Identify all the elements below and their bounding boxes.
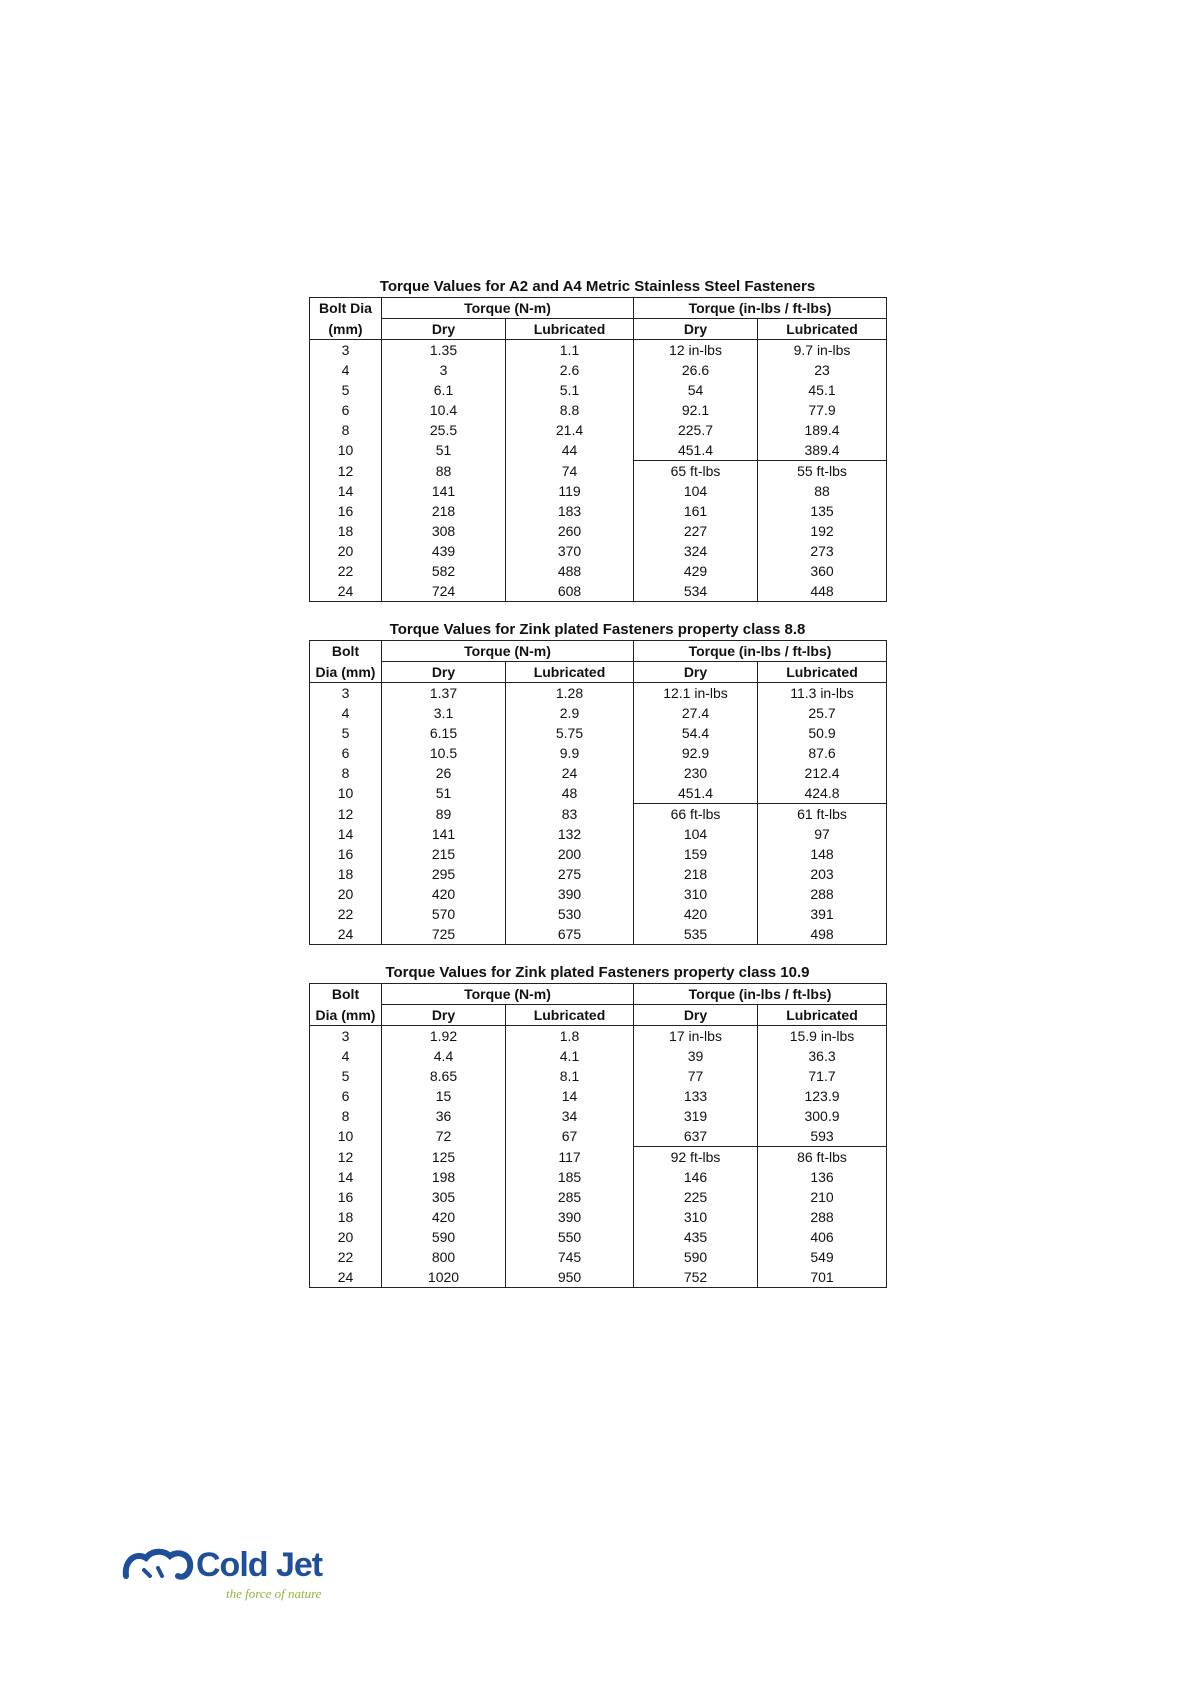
logo-tagline: the force of nature [226,1586,322,1601]
nm-dry-cell: 800 [382,1247,506,1267]
torque-lbs-header: Torque (in-lbs / ft-lbs) [634,984,887,1005]
lbs-dry-header: Dry [634,662,758,683]
nm-lubricated-cell: 285 [506,1187,634,1207]
nm-dry-cell: 6.15 [382,723,506,743]
table-row [310,420,887,440]
nm-dry-cell: 218 [382,501,506,521]
lbs-dry-cell: 66 ft-lbs [634,804,758,825]
lbs-dry-cell: 12 in-lbs [634,340,758,361]
nm-dry-cell: 8.65 [382,1066,506,1086]
nm-lubricated-cell: 2.6 [506,360,634,380]
lbs-dry-cell: 92 ft-lbs [634,1147,758,1168]
lbs-dry-cell: 227 [634,521,758,541]
table-row [310,380,887,400]
lbs-dry-cell: 535 [634,924,758,945]
table-row [310,683,887,704]
table-row [310,400,887,420]
nm-dry-header: Dry [382,319,506,340]
header-row-columns [310,1005,887,1026]
nm-dry-cell: 420 [382,1207,506,1227]
bolt-dia-cell: 8 [341,1108,350,1124]
bolt-dia-cell: 24 [337,583,354,599]
lbs-dry-header: Dry [634,1005,758,1026]
lbs-lubricated-cell: 300.9 [758,1106,887,1126]
bolt-dia-cell: 8 [341,422,350,438]
lbs-lubricated-cell: 87.6 [758,743,887,763]
table-row [310,904,887,924]
bolt-dia-cell: 16 [337,846,354,862]
table-row [310,521,887,541]
nm-lubricated-cell: 745 [506,1247,634,1267]
lbs-dry-cell: 310 [634,884,758,904]
bolt-dia-cell: 18 [337,523,354,539]
lbs-dry-cell: 133 [634,1086,758,1106]
nm-dry-cell: 4.4 [382,1046,506,1066]
table-row [310,440,887,461]
lbs-lubricated-header: Lubricated [758,1005,887,1026]
table-row [310,763,887,783]
lbs-dry-cell: 534 [634,581,758,602]
lbs-lubricated-cell: 71.7 [758,1066,887,1086]
bolt-dia-cell: 10 [337,1128,354,1145]
nm-dry-cell: 51 [382,440,506,461]
nm-dry-cell: 141 [382,824,506,844]
logo-name: Cold Jet [196,1546,323,1584]
nm-dry-cell: 1.92 [382,1026,506,1047]
lbs-lubricated-cell: 77.9 [758,400,887,420]
nm-lubricated-cell: 24 [506,763,634,783]
nm-lubricated-cell: 183 [506,501,634,521]
bolt-dia-cell: 3 [341,1028,350,1044]
nm-dry-cell: 590 [382,1227,506,1247]
nm-dry-cell: 36 [382,1106,506,1126]
lbs-lubricated-cell: 25.7 [758,703,887,723]
table-row [310,1026,887,1047]
lbs-dry-cell: 12.1 in-lbs [634,683,758,704]
lbs-dry-cell: 230 [634,763,758,783]
lbs-lubricated-cell: 203 [758,864,887,884]
nm-lubricated-cell: 4.1 [506,1046,634,1066]
lbs-lubricated-cell: 86 ft-lbs [758,1147,887,1168]
lbs-dry-cell: 65 ft-lbs [634,461,758,482]
bolt-unit-header: (mm) [310,319,382,340]
table-title: Torque Values for Zink plated Fasteners property class 8.8 [389,621,806,638]
lbs-lubricated-cell: 23 [758,360,887,380]
table-row [310,581,887,602]
logo-mark-icon [122,1542,194,1588]
lbs-lubricated-cell: 45.1 [758,380,887,400]
nm-lubricated-cell: 275 [506,864,634,884]
bolt-dia-cell: 5 [341,382,350,398]
lbs-dry-cell: 159 [634,844,758,864]
bolt-dia-cell: 24 [337,1269,354,1285]
bolt-dia-cell: 24 [337,926,354,942]
table-row [310,1086,887,1106]
table-row [310,481,887,501]
bolt-dia-cell: 5 [341,725,350,741]
lbs-lubricated-cell: 11.3 in-lbs [758,683,887,704]
table-row [310,703,887,723]
lbs-dry-cell: 218 [634,864,758,884]
torque-table-block [309,619,886,945]
nm-lubricated-cell: 14 [506,1086,634,1106]
lbs-dry-cell: 39 [634,1046,758,1066]
table-row [310,804,887,825]
bolt-dia-cell: 10 [337,785,354,802]
table-row [310,1267,887,1288]
bolt-dia-cell: 18 [337,866,354,882]
nm-lubricated-cell: 488 [506,561,634,581]
nm-lubricated-cell: 185 [506,1167,634,1187]
torque-table-block [309,276,886,602]
lbs-dry-cell: 435 [634,1227,758,1247]
bolt-dia-cell: 4 [341,1048,350,1064]
nm-lubricated-cell: 117 [506,1147,634,1168]
lbs-lubricated-cell: 135 [758,501,887,521]
nm-lubricated-cell: 21.4 [506,420,634,440]
nm-dry-cell: 570 [382,904,506,924]
table-row [310,501,887,521]
lbs-dry-cell: 324 [634,541,758,561]
lbs-lubricated-cell: 136 [758,1167,887,1187]
nm-dry-cell: 72 [382,1126,506,1147]
table-row [310,541,887,561]
lbs-dry-cell: 752 [634,1267,758,1288]
bolt-dia-cell: 4 [341,362,350,378]
torque-nm-header: Torque (N-m) [382,298,634,319]
lbs-dry-cell: 77 [634,1066,758,1086]
table-row [310,783,887,804]
bolt-unit-header: Dia (mm) [310,662,382,683]
nm-lubricated-cell: 390 [506,884,634,904]
nm-lubricated-header: Lubricated [506,319,634,340]
bolt-dia-header: Bolt [331,643,360,660]
nm-dry-header: Dry [382,662,506,683]
nm-lubricated-cell: 370 [506,541,634,561]
nm-dry-cell: 141 [382,481,506,501]
lbs-lubricated-cell: 61 ft-lbs [758,804,887,825]
nm-dry-cell: 10.4 [382,400,506,420]
bolt-dia-cell: 6 [341,1088,350,1104]
lbs-dry-cell: 104 [634,824,758,844]
lbs-lubricated-cell: 360 [758,561,887,581]
nm-lubricated-cell: 1.1 [506,340,634,361]
lbs-dry-cell: 54.4 [634,723,758,743]
lbs-lubricated-cell: 15.9 in-lbs [758,1026,887,1047]
lbs-lubricated-cell: 288 [758,884,887,904]
table-row [310,360,887,380]
bolt-dia-cell: 16 [337,503,354,519]
lbs-lubricated-cell: 389.4 [758,440,887,461]
lbs-dry-cell: 92.9 [634,743,758,763]
table-row [310,924,887,945]
lbs-lubricated-header: Lubricated [758,662,887,683]
lbs-dry-cell: 637 [634,1126,758,1147]
nm-dry-cell: 10.5 [382,743,506,763]
lbs-dry-cell: 310 [634,1207,758,1227]
nm-dry-cell: 26 [382,763,506,783]
lbs-lubricated-cell: 498 [758,924,887,945]
bolt-dia-cell: 22 [337,906,354,922]
bolt-dia-cell: 3 [341,342,350,358]
lbs-dry-cell: 17 in-lbs [634,1026,758,1047]
table-row [310,1247,887,1267]
lbs-dry-cell: 590 [634,1247,758,1267]
header-row-columns [310,319,887,340]
table-row [310,884,887,904]
nm-lubricated-cell: 67 [506,1126,634,1147]
lbs-lubricated-cell: 123.9 [758,1086,887,1106]
lbs-lubricated-cell: 148 [758,844,887,864]
table-row [310,1106,887,1126]
torque-nm-header: Torque (N-m) [382,641,634,662]
nm-dry-cell: 3 [382,360,506,380]
lbs-dry-cell: 27.4 [634,703,758,723]
bolt-dia-cell: 16 [337,1189,354,1205]
header-row-groups [310,641,887,662]
lbs-lubricated-cell: 97 [758,824,887,844]
table-title: Torque Values for A2 and A4 Metric Stainless Steel Fasteners [379,278,816,295]
lbs-lubricated-cell: 212.4 [758,763,887,783]
header-row-groups [310,298,887,319]
nm-dry-cell: 89 [382,804,506,825]
table-title: Torque Values for Zink plated Fasteners property class 10.9 [385,964,810,981]
bolt-dia-cell: 20 [337,1229,354,1245]
torque-table-block [309,962,886,1288]
nm-lubricated-cell: 48 [506,783,634,804]
bolt-dia-cell: 12 [337,462,354,479]
bolt-dia-header: Bolt [331,986,360,1003]
table-row [310,723,887,743]
nm-dry-cell: 582 [382,561,506,581]
lbs-dry-cell: 161 [634,501,758,521]
nm-dry-cell: 439 [382,541,506,561]
nm-dry-cell: 420 [382,884,506,904]
bolt-dia-cell: 22 [337,563,354,579]
table-row [310,824,887,844]
nm-lubricated-cell: 74 [506,461,634,482]
lbs-lubricated-cell: 50.9 [758,723,887,743]
nm-dry-cell: 308 [382,521,506,541]
nm-lubricated-cell: 9.9 [506,743,634,763]
nm-dry-cell: 725 [382,924,506,945]
nm-lubricated-cell: 8.8 [506,400,634,420]
nm-lubricated-cell: 260 [506,521,634,541]
bolt-dia-cell: 18 [337,1209,354,1225]
lbs-lubricated-cell: 288 [758,1207,887,1227]
table-row [310,743,887,763]
torque-table [309,983,887,1288]
lbs-lubricated-header: Lubricated [758,319,887,340]
table-row [310,561,887,581]
lbs-lubricated-cell: 549 [758,1247,887,1267]
table-row [310,1147,887,1168]
nm-lubricated-cell: 1.28 [506,683,634,704]
lbs-lubricated-cell: 9.7 in-lbs [758,340,887,361]
lbs-dry-header: Dry [634,319,758,340]
table-row [310,1046,887,1066]
bolt-dia-cell: 22 [337,1249,354,1265]
lbs-lubricated-cell: 593 [758,1126,887,1147]
nm-dry-cell: 1.37 [382,683,506,704]
lbs-dry-cell: 225.7 [634,420,758,440]
nm-lubricated-cell: 2.9 [506,703,634,723]
lbs-lubricated-cell: 88 [758,481,887,501]
nm-dry-cell: 51 [382,783,506,804]
nm-dry-cell: 15 [382,1086,506,1106]
cold-jet-logo [122,1542,352,1602]
nm-dry-cell: 1020 [382,1267,506,1288]
lbs-lubricated-cell: 210 [758,1187,887,1207]
lbs-lubricated-cell: 273 [758,541,887,561]
lbs-dry-cell: 104 [634,481,758,501]
nm-lubricated-cell: 550 [506,1227,634,1247]
lbs-lubricated-cell: 391 [758,904,887,924]
bolt-dia-cell: 3 [341,685,350,701]
nm-lubricated-cell: 119 [506,481,634,501]
nm-lubricated-cell: 675 [506,924,634,945]
nm-lubricated-cell: 950 [506,1267,634,1288]
lbs-dry-cell: 26.6 [634,360,758,380]
bolt-dia-cell: 6 [341,402,350,418]
table-row [310,1066,887,1086]
lbs-dry-cell: 429 [634,561,758,581]
table-row [310,1126,887,1147]
bolt-dia-cell: 20 [337,886,354,902]
nm-lubricated-cell: 1.8 [506,1026,634,1047]
header-row-columns [310,662,887,683]
lbs-dry-cell: 146 [634,1167,758,1187]
torque-lbs-header: Torque (in-lbs / ft-lbs) [634,641,887,662]
nm-lubricated-cell: 8.1 [506,1066,634,1086]
bolt-dia-cell: 8 [341,765,350,781]
bolt-dia-cell: 5 [341,1068,350,1084]
nm-dry-cell: 6.1 [382,380,506,400]
lbs-lubricated-cell: 448 [758,581,887,602]
bolt-dia-cell: 10 [337,442,354,459]
bolt-dia-cell: 4 [341,705,350,721]
torque-lbs-header: Torque (in-lbs / ft-lbs) [634,298,887,319]
bolt-dia-cell: 14 [337,826,354,842]
nm-dry-header: Dry [382,1005,506,1026]
nm-lubricated-cell: 200 [506,844,634,864]
bolt-dia-cell: 6 [341,745,350,761]
nm-lubricated-cell: 5.1 [506,380,634,400]
lbs-dry-cell: 225 [634,1187,758,1207]
table-row [310,461,887,482]
torque-table [309,640,887,945]
nm-dry-cell: 1.35 [382,340,506,361]
nm-lubricated-cell: 83 [506,804,634,825]
bolt-dia-cell: 20 [337,543,354,559]
nm-lubricated-header: Lubricated [506,662,634,683]
table-row [310,1207,887,1227]
lbs-lubricated-cell: 701 [758,1267,887,1288]
nm-lubricated-cell: 608 [506,581,634,602]
torque-nm-header: Torque (N-m) [382,984,634,1005]
nm-dry-cell: 88 [382,461,506,482]
table-row [310,864,887,884]
table-row [310,340,887,361]
table-row [310,844,887,864]
nm-dry-cell: 295 [382,864,506,884]
nm-lubricated-cell: 5.75 [506,723,634,743]
bolt-dia-cell: 14 [337,483,354,499]
nm-lubricated-cell: 132 [506,824,634,844]
lbs-lubricated-cell: 424.8 [758,783,887,804]
lbs-dry-cell: 319 [634,1106,758,1126]
bolt-dia-cell: 14 [337,1169,354,1185]
nm-lubricated-cell: 390 [506,1207,634,1227]
lbs-dry-cell: 92.1 [634,400,758,420]
nm-dry-cell: 3.1 [382,703,506,723]
bolt-dia-cell: 12 [337,1148,354,1165]
lbs-dry-cell: 54 [634,380,758,400]
lbs-dry-cell: 420 [634,904,758,924]
lbs-lubricated-cell: 189.4 [758,420,887,440]
bolt-dia-header: Bolt Dia [319,300,372,317]
nm-dry-cell: 724 [382,581,506,602]
table-row [310,1187,887,1207]
lbs-lubricated-cell: 55 ft-lbs [758,461,887,482]
lbs-dry-cell: 451.4 [634,783,758,804]
nm-lubricated-cell: 530 [506,904,634,924]
nm-dry-cell: 305 [382,1187,506,1207]
torque-table [309,297,887,602]
bolt-dia-cell: 12 [337,805,354,822]
lbs-lubricated-cell: 406 [758,1227,887,1247]
nm-lubricated-header: Lubricated [506,1005,634,1026]
nm-dry-cell: 25.5 [382,420,506,440]
lbs-lubricated-cell: 36.3 [758,1046,887,1066]
bolt-unit-header: Dia (mm) [310,1005,382,1026]
header-row-groups [310,984,887,1005]
lbs-dry-cell: 451.4 [634,440,758,461]
nm-dry-cell: 198 [382,1167,506,1187]
lbs-lubricated-cell: 192 [758,521,887,541]
nm-lubricated-cell: 34 [506,1106,634,1126]
nm-dry-cell: 125 [382,1147,506,1168]
nm-dry-cell: 215 [382,844,506,864]
table-row [310,1167,887,1187]
nm-lubricated-cell: 44 [506,440,634,461]
table-row [310,1227,887,1247]
